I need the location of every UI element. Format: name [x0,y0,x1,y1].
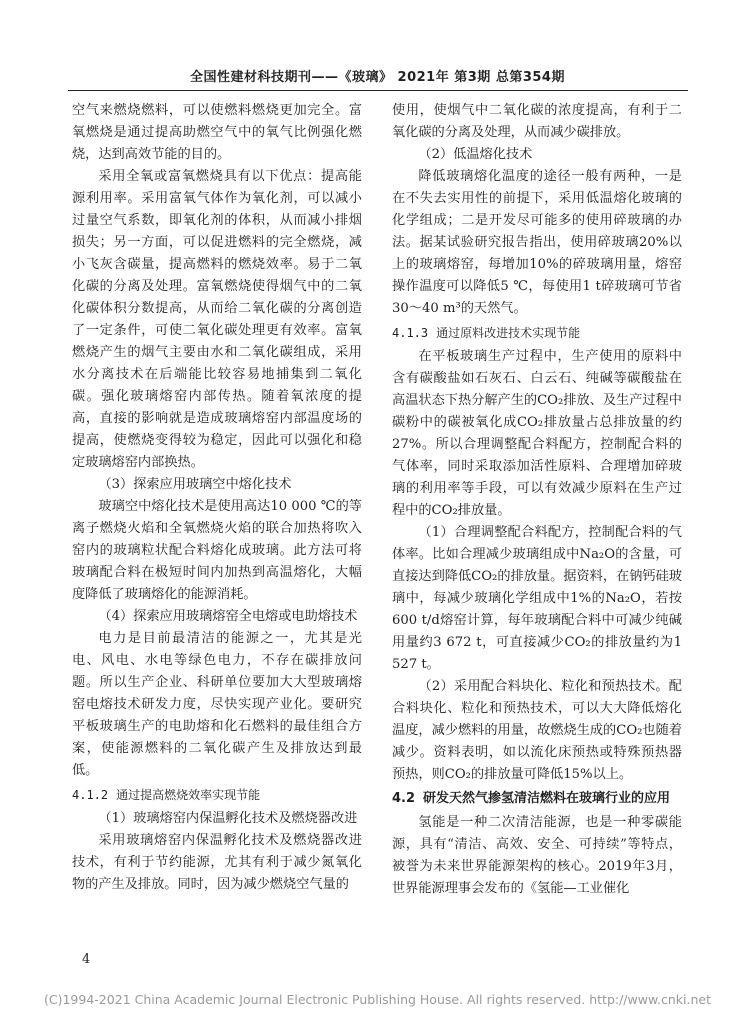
paragraph: 降低玻璃熔化温度的途径一般有两种，一是在不失去实用性的前提下，采用低温熔化玻璃的化学组成；二是开发尽可能多的使用碎玻璃的办法。据某试验研究报告指出，使用碎玻璃20%以上的玻璃熔窑，每增加10%的碎玻璃用量，熔窑操作温度可以降低5 ℃，每使用1 t碎玻璃可节省30～40 m³的天然气。 [392,169,682,316]
subsection-heading: （4）探索应用玻璃熔窑全电熔或电助熔技术 [98,609,358,624]
section-heading-4-1-3 [392,322,682,344]
paragraph: 玻璃空中熔化技术是使用高达10 000 ℃的等离子燃烧火焰和全氧燃烧火焰的联合加热将吹入窑内的玻璃粒状配合料熔化成玻璃。此方法可将玻璃配合料在极短时间内加热到高温熔化，大幅度降低了玻璃熔化的能源消耗。 [72,499,362,602]
section-title: 通过提高燃烧效率实现节能 [116,788,261,802]
section-title: 研发天然气掺氢清洁燃料在玻璃行业的应用 [423,791,671,806]
copyright-footer: (C)1994-2021 China Academic Journal Electronic Publishing House. All rights reserved. http://www.cnki.net [44,992,711,1007]
section-heading-4-2 [392,788,682,810]
section-heading-4-1-2 [72,784,362,806]
paragraph: 氢能是一种二次清洁能源，也是一种零碳能源，具有“清洁、高效、安全、可持续”等特点，被誉为未来世界能源架构的核心。2019年3月，世界能源理事会发布的《氢能—工业催化 [392,815,682,896]
subsection-heading: （1）玻璃熔窑内保温孵化技术及燃烧器改进 [98,811,358,826]
right-column [392,100,682,900]
section-number: 4.2 [392,791,416,806]
paragraph: 采用全氧或富氧燃烧具有以下优点：提高能源利用率。采用富氧气体作为氧化剂，可以减小过量空气系数，即氧化剂的体积，从而减小排烟损失；另一方面，可以促进燃料的完全燃烧，减小飞灰含碳量，提高燃料的燃烧效率。易于二氧化碳的分离及处理。富氧燃烧使得烟气中的二氧化碳体积分数提高，从而给二氧化碳的分离创造了一定条件，可使二氧化碳处理更有效率。富氧燃烧产生的烟气主要由水和二氧化碳组成，采用水分离技术在后端能比较容易地捕集到二氧化碳。强化玻璃熔窑内部传热。随着氧浓度的提高，直接的影响就是造成玻璃熔窑内部温度场的提高，使燃烧变得较为稳定，因此可以强化和稳定玻璃熔窑内部换热。 [72,169,362,470]
paragraph: 电力是目前最清洁的能源之一，尤其是光电、风电、水电等绿色电力，不存在碳排放问题。所以生产企业、科研单位要加大大型玻璃熔窑电熔技术研发力度，尽快实现产业化。要研究平板玻璃生产的电助熔和化石燃料的最佳组合方案，使能源燃料的二氧化碳产生及排放达到最低。 [72,631,362,778]
paragraph: （1）合理调整配合料配方，控制配合料的气体率。比如合理减少玻璃组成中Na₂O的含量，可直接达到降低CO₂的排放量。据资料，在钠钙硅玻璃中，每减少玻璃化学组成中1%的Na₂O，若按600 t/d熔窑计算，每年玻璃配合料中可减少纯碱用量约3 672 t，可直接减少CO₂的排放量约为1 527 t。 [392,525,682,672]
section-number: 4.1.3 [392,326,429,340]
subsection-heading: （2）低温熔化技术 [418,147,533,162]
paragraph: 使用，使烟气中二氧化碳的浓度提高，有利于二氧化碳的分离及处理，从而减少碳排放。 [392,103,682,140]
header-rule [68,90,688,91]
paragraph: 空气来燃烧燃料，可以使燃料燃烧更加完全。富氧燃烧是通过提高助燃空气中的氧气比例强化燃烧，达到高效节能的目的。 [72,103,362,162]
paragraph: 采用玻璃熔窑内保温孵化技术及燃烧器改进技术，有利于节约能源，尤其有利于减少氮氧化物的产生及排放。同时，因为减少燃烧空气量的 [72,833,362,892]
section-title: 通过原料改进技术实现节能 [436,326,581,340]
page-number: 4 [82,952,91,967]
journal-header: 全国性建材科技期刊——《玻璃》 2021年 第3期 总第354期 [190,70,565,85]
subsection-heading: （3）探索应用玻璃空中熔化技术 [98,477,292,492]
left-column [72,100,362,896]
paragraph: 在平板玻璃生产过程中，生产使用的原料中含有碳酸盐如石灰石、白云石、纯碱等碳酸盐在高温状态下热分解产生的CO₂排放、及生产过程中碳粉中的碳被氧化成CO₂排放量占总排放量的约27%。所以合理调整配合料配方，控制配合料的气体率，同时采取添加活性原料、合理增加碎玻璃的利用率等手段，可以有效减少原料在生产过程中的CO₂排放量。 [392,349,682,518]
paragraph: （2）采用配合料块化、粒化和预热技术。配合料块化、粒化和预热技术，可以大大降低熔化温度，减少燃料的用量，故燃烧生成的CO₂也随着减少。资料表明，如以流化床预热或特殊预热器预热，则CO₂的排放量可降低15%以上。 [392,679,682,782]
section-number: 4.1.2 [72,788,109,802]
